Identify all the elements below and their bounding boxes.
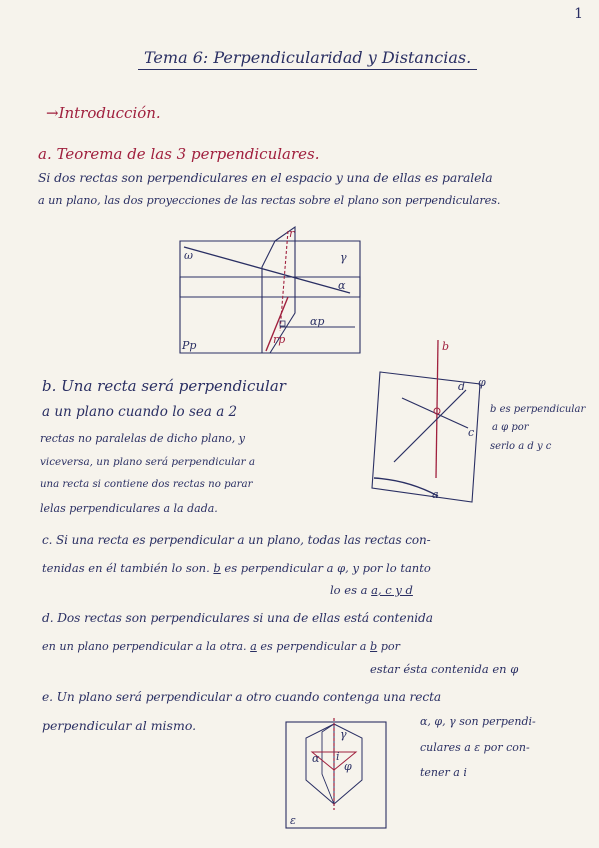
three-perpendiculars-diagram [170, 227, 370, 365]
section-b-note-3: serlo a d y c [490, 441, 552, 452]
section-c-line-2-pre: tenidas en él también lo son. [42, 561, 210, 575]
section-c-vars: a, c y d [371, 583, 413, 597]
label-phi: φ [344, 760, 352, 773]
line-r [184, 247, 350, 293]
section-e-line-2: perpendicular al mismo. [42, 718, 197, 733]
plane-alpha [306, 724, 334, 804]
section-d-var-a: a [250, 640, 257, 653]
label-d: d [458, 380, 466, 393]
label-i: i [336, 750, 340, 763]
plane-phi [322, 724, 334, 804]
section-b-note-1: b es perpendicular [490, 404, 586, 415]
label-ap: αp [310, 315, 325, 328]
section-b-line-3: rectas no paralelas de dicho plano, y [40, 432, 245, 445]
section-b-line-4: viceversa, un plano será perpendicular a [40, 456, 256, 468]
section-a-line-1: Si dos rectas son perpendiculares en el espacio y una de ellas es paralela [38, 170, 493, 185]
intro-heading: →Introducción. [46, 104, 161, 122]
section-d-line-2 [42, 640, 400, 653]
label-phi: φ [478, 376, 486, 389]
line-b [436, 340, 438, 478]
label-pp: Pp [182, 339, 197, 352]
section-e-note-2: culares a ε por con- [420, 741, 530, 754]
section-b-line-2: a un plano cuando lo sea a 2 [42, 404, 238, 420]
section-b-line-6: lelas perpendiculares a la dada. [40, 502, 218, 515]
vertical-projector [280, 231, 288, 331]
label-c: c [468, 426, 475, 439]
section-d-line-3: estar ésta contenida en φ [370, 662, 519, 676]
section-c-var-b: b [213, 561, 221, 575]
section-c-line-2 [42, 561, 431, 575]
section-d-line-2-pre: en un plano perpendicular a la otra. [42, 640, 247, 653]
label-omega: ω [184, 249, 193, 262]
section-d-var-b: b [370, 640, 378, 653]
section-e-note-1: α, φ, γ son perpendi- [420, 715, 536, 728]
section-d-line-1: d. Dos rectas son perpendiculares si una de ellas está contenida [42, 611, 433, 625]
page-number: 1 [574, 6, 583, 22]
label-epsilon: ε [290, 814, 296, 827]
section-b-note-2: a φ por [492, 422, 529, 433]
page-title: Tema 6: Perpendicularidad y Distancias. [138, 48, 477, 70]
section-e-line-1: e. Un plano será perpendicular a otro cuando contenga una recta [42, 690, 442, 704]
plane-epsilon [286, 722, 386, 828]
label-rp: rp [273, 333, 286, 346]
section-c-line-3-pre: lo es a [330, 583, 368, 597]
perpendicular-line-plane-diagram [368, 338, 498, 508]
section-a-line-2: a un plano, las dos proyecciones de las rectas sobre el plano son perpendiculares. [38, 194, 501, 207]
section-a-heading: a. Teorema de las 3 perpendiculares. [38, 145, 320, 163]
label-r: r [289, 227, 295, 240]
section-d-line-2-end: por [380, 640, 400, 653]
section-b-line-1: b. Una recta será perpendicular [42, 377, 286, 395]
line-d [394, 390, 466, 462]
section-e-note-3: tener a i [420, 766, 467, 779]
label-alpha: α [312, 752, 320, 765]
section-b-line-5: una recta si contiene dos rectas no parar [40, 479, 253, 490]
label-a: a [432, 488, 439, 501]
section-c-line-3 [330, 583, 413, 597]
section-c-line-1: c. Si una recta es perpendicular a un plano, todas las rectas con- [42, 533, 431, 547]
label-alpha: α [338, 279, 346, 292]
label-b: b [442, 340, 450, 353]
label-gamma: γ [340, 251, 347, 264]
section-d-line-2-post: es perpendicular a [260, 640, 367, 653]
perpendicular-planes-diagram [282, 718, 392, 833]
section-c-line-2-post: es perpendicular a φ, y por lo tanto [224, 561, 431, 575]
label-gamma: γ [340, 728, 347, 741]
